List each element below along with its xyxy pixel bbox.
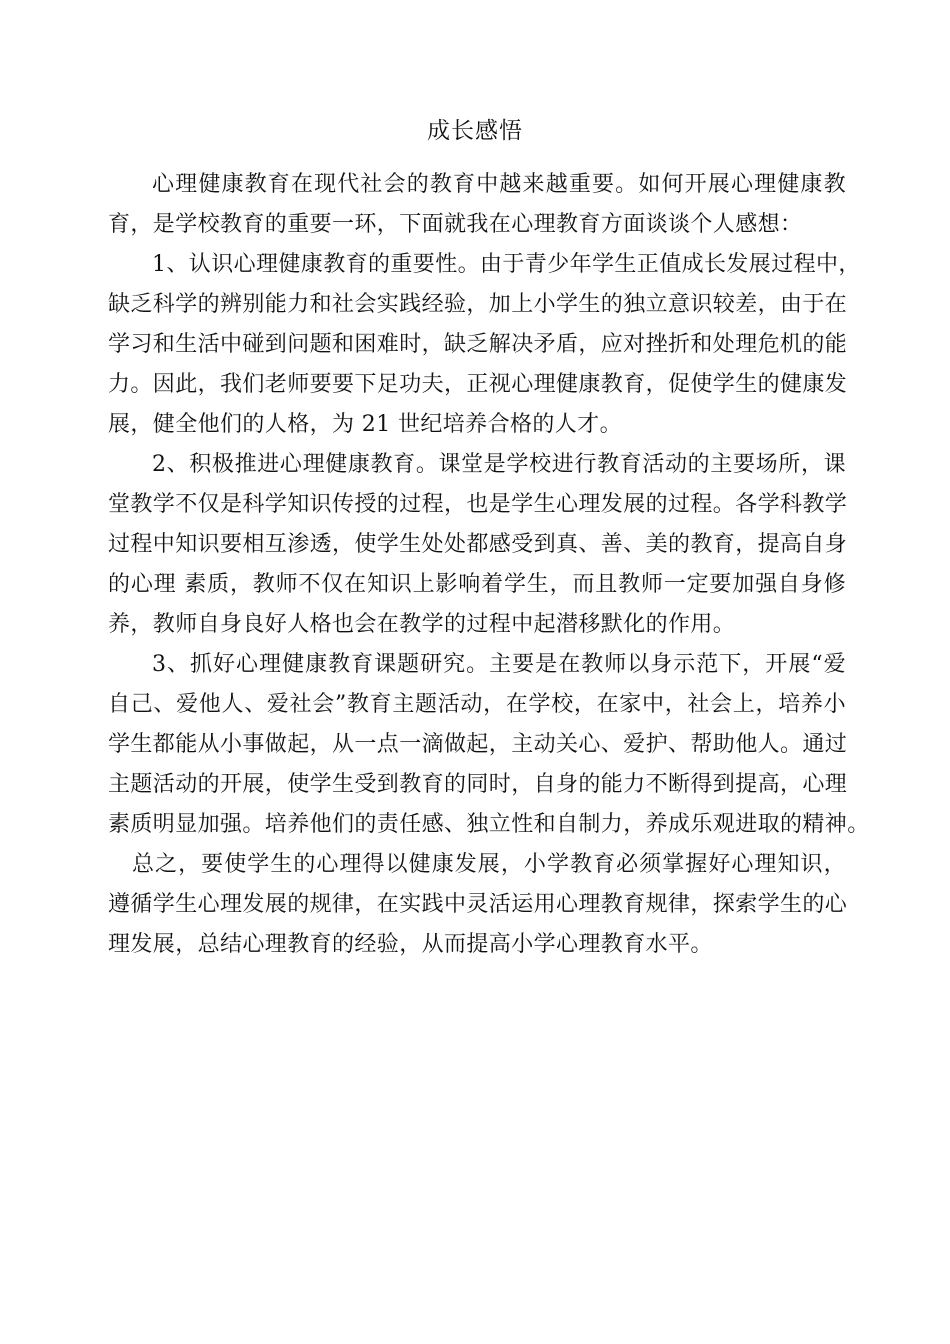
text-line: 过程中知识要相互渗透，使学生处处都感受到真、善、美的教育，提高自身 [108,532,848,557]
text-line: 理发展，总结心理教育的经验，从而提高小学心理教育水平。 [108,932,713,957]
text-line: 自己、爱他人、爱社会”教育主题活动，在学校，在家中，社会上，培养小 [108,692,846,717]
text-line: 遵循学生心理发展的规律，在实践中灵活运用心理教育规律，探索学生的心 [108,892,848,917]
text-line: 学生都能从小事做起，从一点一滴做起，主动关心、爱护、帮助他人。通过 [108,732,848,757]
text-line: 展，健全他们的人格，为 21 世纪培养合格的人才。 [108,412,622,437]
document-title: 成长感悟 [427,118,523,144]
text-line: 主题活动的开展，使学生受到教育的同时，自身的能力不断得到提高，心理 [108,772,848,797]
paragraph-point-2 [108,445,846,645]
text-line: 1、认识心理健康教育的重要性。由于青少年学生正值成长发展过程中， [152,252,861,277]
text-line: 总之，要使学生的心理得以健康发展，小学教育必须掌握好心理知识， [132,852,846,877]
text-line: 堂教学不仅是科学知识传授的过程，也是学生心理发展的过程。各学科教学 [108,492,848,517]
text-line: 养，教师自身良好人格也会在教学的过程中起潜移默化的作用。 [108,612,736,637]
paragraph-point-1 [108,245,861,445]
text-line: 学习和生活中碰到问题和困难时，缺乏解决矛盾，应对挫折和处理危机的能 [108,332,848,357]
paragraph-intro [108,165,846,245]
text-line: 育，是学校教育的重要一环，下面就我在心理教育方面谈谈个人感想： [108,212,803,237]
text-line: 力。因此，我们老师要要下足功夫，正视心理健康教育，促使学生的健康发 [108,372,848,397]
paragraph-point-3 [108,645,870,845]
text-line: 3、抓好心理健康教育课题研究。主要是在教师以身示范下，开展“爱 [152,652,846,677]
text-line: 素质明显加强。培养他们的责任感、独立性和自制力，养成乐观进取的精神。 [108,812,870,837]
text-line: 的心理 素质，教师不仅在知识上影响着学生，而且教师一定要加强自身修 [108,572,846,597]
text-line: 心理健康教育在现代社会的教育中越来越重要。如何开展心理健康教 [152,172,846,197]
paragraph-conclusion [108,845,846,965]
document-body [108,165,870,965]
text-line: 缺乏科学的辨别能力和社会实践经验，加上小学生的独立意识较差，由于在 [108,292,848,317]
text-line: 2、积极推进心理健康教育。课堂是学校进行教育活动的主要场所，课 [152,452,846,477]
